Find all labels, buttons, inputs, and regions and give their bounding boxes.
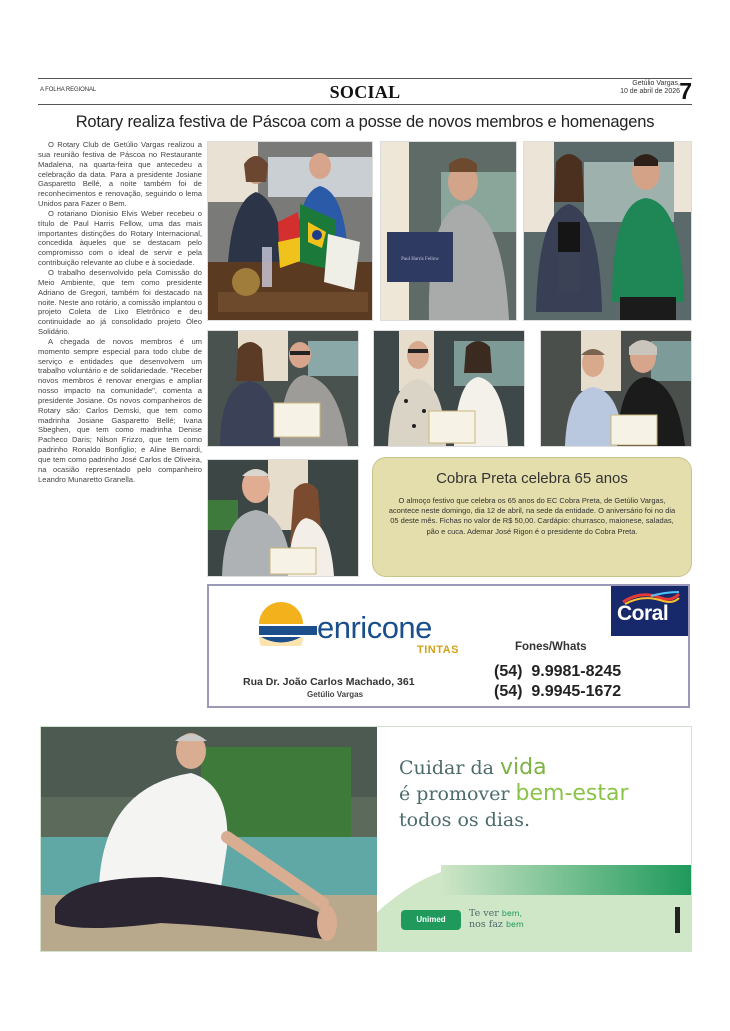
phone-2[interactable]: (54) 9.9945-1672	[494, 683, 622, 700]
tagline-1b: vida	[500, 755, 547, 780]
header-bottom-rule	[38, 104, 692, 105]
photo-certificate-1	[207, 330, 359, 447]
city: Getúlio Vargas,	[632, 80, 680, 87]
tagline-3: todos os dias.	[399, 809, 531, 831]
photo-table-flags	[207, 141, 373, 321]
unimed-slogan	[469, 908, 524, 930]
date-block	[620, 80, 680, 96]
paper-name: A FOLHA REGIONAL	[40, 87, 97, 93]
cobra-preta-box	[372, 457, 692, 577]
unimed-logo: Unimed	[401, 910, 461, 930]
tagline-2b: bem-estar	[515, 781, 629, 806]
cobra-preta-text: O almoço festivo que celebra os 65 anos do EC Cobra Preta, de Getúlio Vargas, acontece neste domingo, dia 12 de abril, na sede da entidade. O aniversário foi no dia 05 deste mês. Fichas no valor de R$ 50,00. Cardápio: churrasco, maionese, saladas, pão e cuca. Ademar José Rigon é o presidente do Cobra Preta.	[388, 496, 676, 536]
enricone-address: Rua Dr. João Carlos Machado, 361	[243, 676, 415, 688]
photo-certificate-4	[207, 459, 359, 577]
photo-certificate-2	[373, 330, 525, 447]
page-number: 7	[679, 78, 692, 104]
header-top-rule	[38, 78, 692, 79]
enricone-sub: TINTAS	[417, 644, 459, 656]
enricone-city: Getúlio Vargas	[307, 690, 364, 699]
section-title: SOCIAL	[329, 82, 401, 102]
enricone-ad[interactable]	[207, 584, 690, 708]
date: 10 de abril de 2026	[620, 88, 680, 95]
paragraph: O trabalho desenvolvido pela Comissão do Meio Ambiente, que tem como presidente Adriano de Gregori, também foi destacado na noite. Neste ano rotário, a comissão implantou o projeto Coleta de Lixo Eletrônico e deu continuidade ao já consolidado projeto Óleo Solidário.	[38, 267, 202, 337]
tagline-2a: é promover	[399, 783, 516, 805]
article-body	[38, 140, 202, 485]
slogan-2b: bem	[505, 920, 524, 929]
phone-1[interactable]: (54) 9.9981-8245	[494, 663, 622, 680]
paragraph: O rotariano Dionisio Elvis Weber recebeu o título de Paul Harris Fellow, uma das mais importantes distinções do Rotary Internacional, concedida àqueles que se destacam pelo compromisso com o ideal de servir e pela contribuição relevante ao clube e à sociedade.	[38, 208, 202, 268]
photo-paul-harris-fellow	[380, 141, 517, 321]
tagline-1a: Cuidar da	[399, 757, 500, 779]
enricone-logo-icon	[257, 600, 319, 646]
slogan-1a: Te ver	[469, 908, 502, 919]
paragraph: O Rotary Club de Getúlio Vargas realizou a sua reunião festiva de Páscoa no Restaurante Madalena, na quarta-feira que antecedeu a celebração da data. Para a presidente Josiane Gasparetto Bellé, a noite também foi de reconhecimentos e renovação, seguindo o lema Unidos para Fazer o Bem.	[38, 140, 202, 209]
photo-couple-green-shirt	[523, 141, 692, 321]
slogan-1b: bem,	[501, 909, 523, 918]
article-headline: Rotary realiza festiva de Páscoa com a posse de novos membros e homenagens	[75, 113, 655, 131]
enricone-brand: enricone	[317, 610, 432, 645]
coral-text: Coral	[617, 602, 669, 625]
certificate-text: Paul Harris Fellow	[401, 257, 439, 262]
paragraph: A chegada de novos membros é um momento sempre especial para todo clube de serviço e entidades que desenvolvem um trabalho voluntário e de solidariedade. "Receber novos membros é renovar energias e ampliar nosso impacto na comunidade", comenta a presidente Josiane. Os novos companheiros de Rotary são: Carlos Demski, que tem como madrinha Josiane Gasparetto Bellé; Ivana Sbeghen, que tem como madrinha Denise Pacheco Daris; Nilson Frizzo, que tem como padrinho Ronaldo Bonfiglio; e Aline Bernardi, que tem como padrinho José Carlos de Oliveira, na ocasião representado pelo companheiro Leandro Munaretto Granella.	[38, 336, 202, 484]
phones-label: Fones/Whats	[515, 641, 587, 653]
ad-registration-mark	[675, 907, 680, 933]
unimed-tagline	[399, 755, 629, 833]
coral-logo	[611, 586, 688, 636]
slogan-2a: nos faz	[469, 919, 506, 930]
cobra-preta-title: Cobra Preta celebra 65 anos	[436, 470, 628, 487]
photo-certificate-3	[540, 330, 692, 447]
unimed-ad[interactable]	[40, 726, 692, 952]
